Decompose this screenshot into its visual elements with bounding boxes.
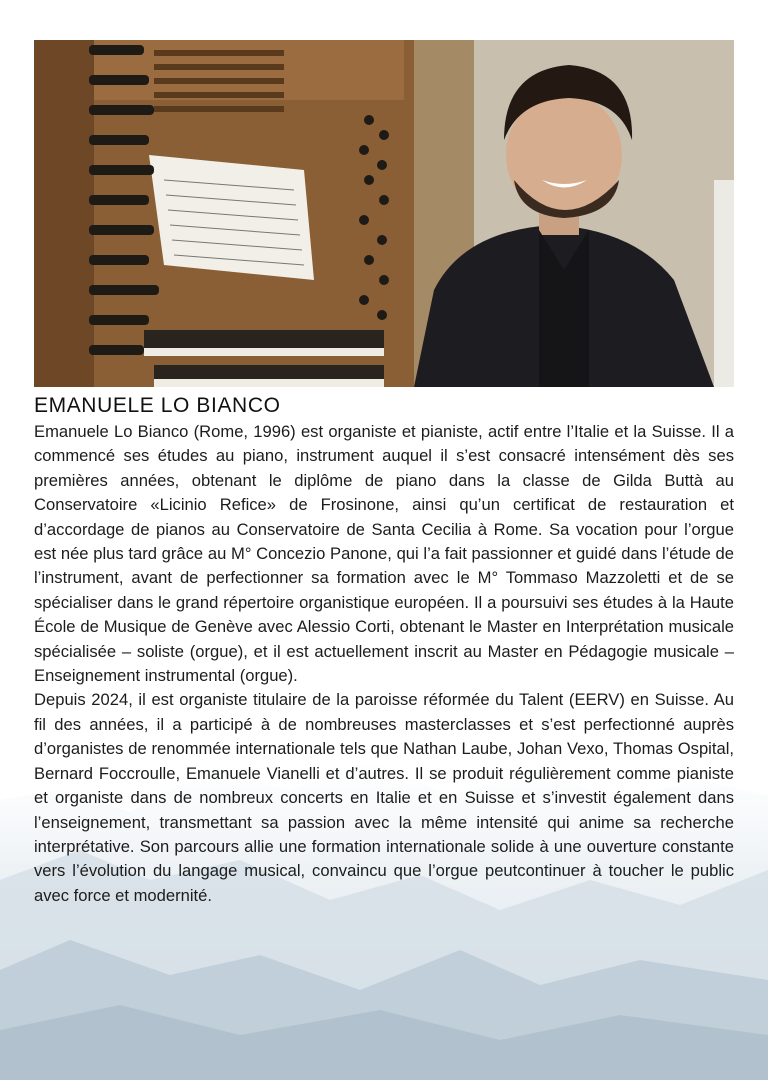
organist-photo [34,40,734,387]
biography-paragraph-1: Emanuele Lo Bianco (Rome, 1996) est organiste et pianiste, actif entre l’Italie et la Suisse. Il a commencé ses études au piano, instrument auquel il s’est consacré intensément dès ses premières années, obtenant le diplôme de piano dans la classe de Gilda Buttà au Conservatoire «Licinio Refice» de Frosinone, ainsi qu’un certificat de restauration et d’accordage de pianos au Conservatoire de Santa Cecilia à Rome. Sa vocation pour l’orgue est née plus tard grâce au M° Concezio Panone, qui l’a fait passionner et guidé dans l’étude de l’instrument, avant de perfectionner sa formation avec le M° Tommaso Mazzoletti et de se spécialiser dans le grand répertoire organistique européen. Il a poursuivi ses études à la Haute École de Musique de Genève avec Alessio Corti, obtenant le Master en Interprétation musicale spécialisée – soliste (orgue), et il est actuellement inscrit au Master en Pédagogie musicale – Enseignement instrumental (orgue). [34,422,734,686]
sheet-music [149,155,314,280]
biography-paragraph-2: Depuis 2024, il est organiste titulaire de la paroisse réformée du Talent (EERV) en Suisse. Au fil des années, il a participé à de nombreuses masterclasses et s’est perfectionné auprès d’organistes de renommée internationale tels que Nathan Laube, Johan Vexo, Thomas Ospital, Bernard Foccroulle, Emanuele Vianelli et d’autres. Il se produit régulièrement comme pianiste et organiste dans de nombreux concerts en Italie et en Suisse et s’investit également dans l’enseignement, transmettant sa passion avec la même intensité qui anime sa recherche interprétative. Son parcours allie une formation internationale solide à une ouverture constante vers l’évolution du langage musical, convaincu que l’orgue peutcontinuer à toucher le public avec force et modernité. [34,690,734,905]
biography-section [34,393,734,908]
artist-name-heading: EMANUELE LO BIANCO [34,394,281,417]
organist-portrait-illustration [34,40,734,387]
